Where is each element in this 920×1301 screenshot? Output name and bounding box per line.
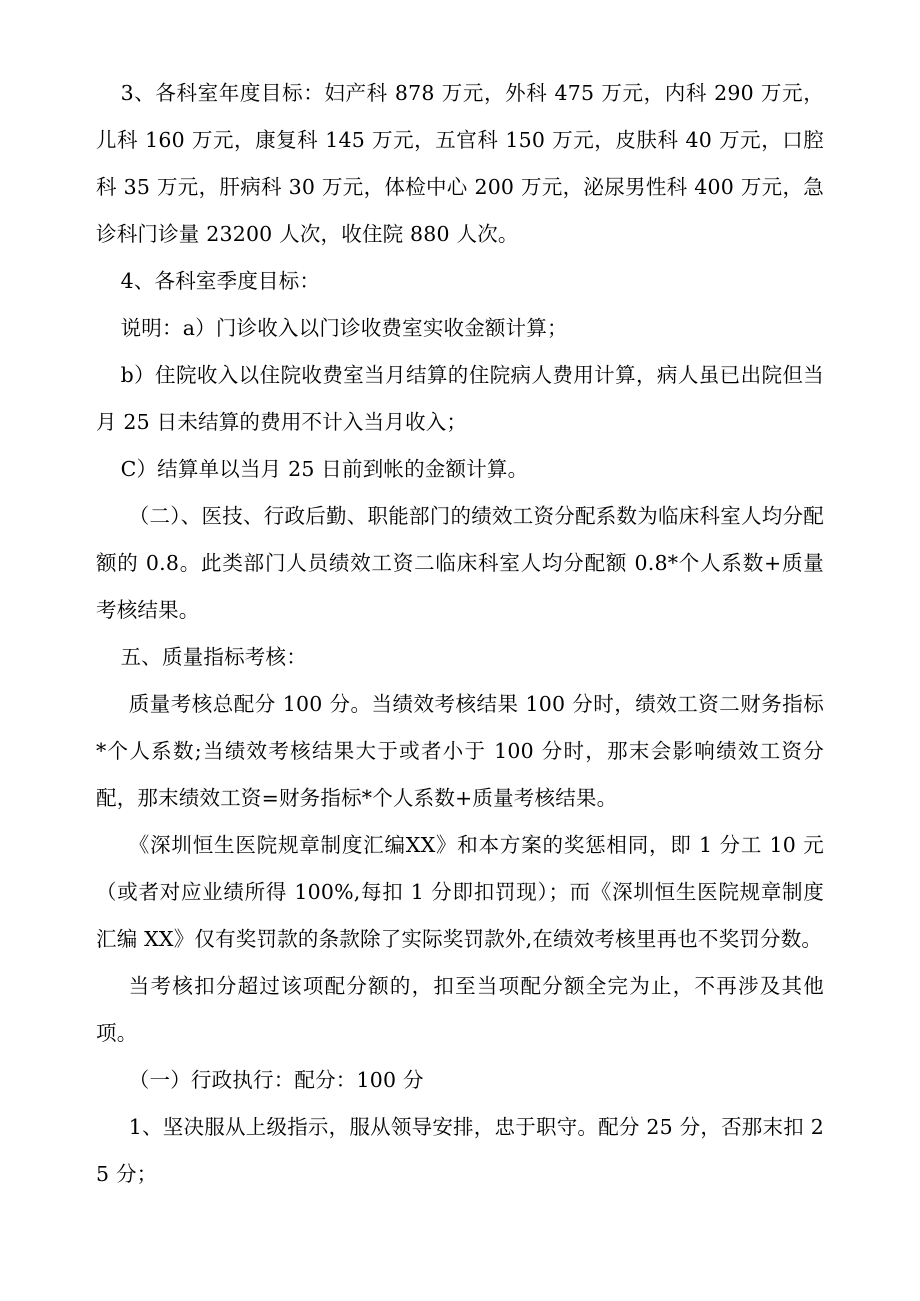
paragraph-deduction-limit: 当考核扣分超过该项配分额的，扣至当项配分额全完为止，不再涉及其他项。 [96,974,824,1045]
document-body [96,70,824,1198]
paragraph-section-five-heading: 五、质量指标考核： [120,645,307,669]
paragraph-admin-item-1: 1、坚决服从上级指示，服从领导安排，忠于职守。配分 25 分，否那末扣 25 分； [96,1115,824,1186]
paragraph-section-two: （二）、医技、行政后勤、职能部门的绩效工资分配系数为临床科室人均分配额的 0.8。此类部门人员绩效工资二临床科室人均分配额 0.8*个人系数+质量考核结果。 [96,504,824,622]
paragraph-quarterly-targets: 4、各科室季度目标： [120,269,321,293]
paragraph-annual-targets: 3、各科室年度目标：妇产科 878 万元，外科 475 万元，内科 290 万元，儿科 160 万元，康复科 145 万元，五官科 150 万元，皮肤科 40 万元，口腔科 35 万元，肝病科 30 万元，体检中心 200 万元，泌尿男性科 400 万元，急诊科门诊量 23200 人次，收住院 880 人次。 [96,81,824,246]
paragraph-note-c: C）结算单以当月 25 日前到帐的金额计算。 [120,457,529,481]
paragraph-admin-execution-heading: （一）行政执行：配分：100 分 [128,1068,424,1092]
paragraph-quality-score: 质量考核总配分 100 分。当绩效考核结果 100 分时，绩效工资二财务指标*个人系数;当绩效考核结果大于或者小于 100 分时，那末会影响绩效工资分配，那末绩效工资=财务指标*个人系数+质量考核结果。 [96,692,824,810]
paragraph-note-b: b）住院收入以住院收费室当月结算的住院病人费用计算，病人虽已出院但当月 25 日未结算的费用不计入当月收入； [96,363,824,434]
paragraph-reward-penalty: 《深圳恒生医院规章制度汇编XX》和本方案的奖惩相同，即 1 分工 10 元（或者对应业绩所得 100%,每扣 1 分即扣罚现）；而《深圳恒生医院规章制度汇编 XX》仅有奖罚款的条款除了实际奖罚款外,在绩效考核里再也不奖罚分数。 [96,833,824,951]
paragraph-note-a: 说明：a）门诊收入以门诊收费室实收金额计算； [120,316,568,340]
